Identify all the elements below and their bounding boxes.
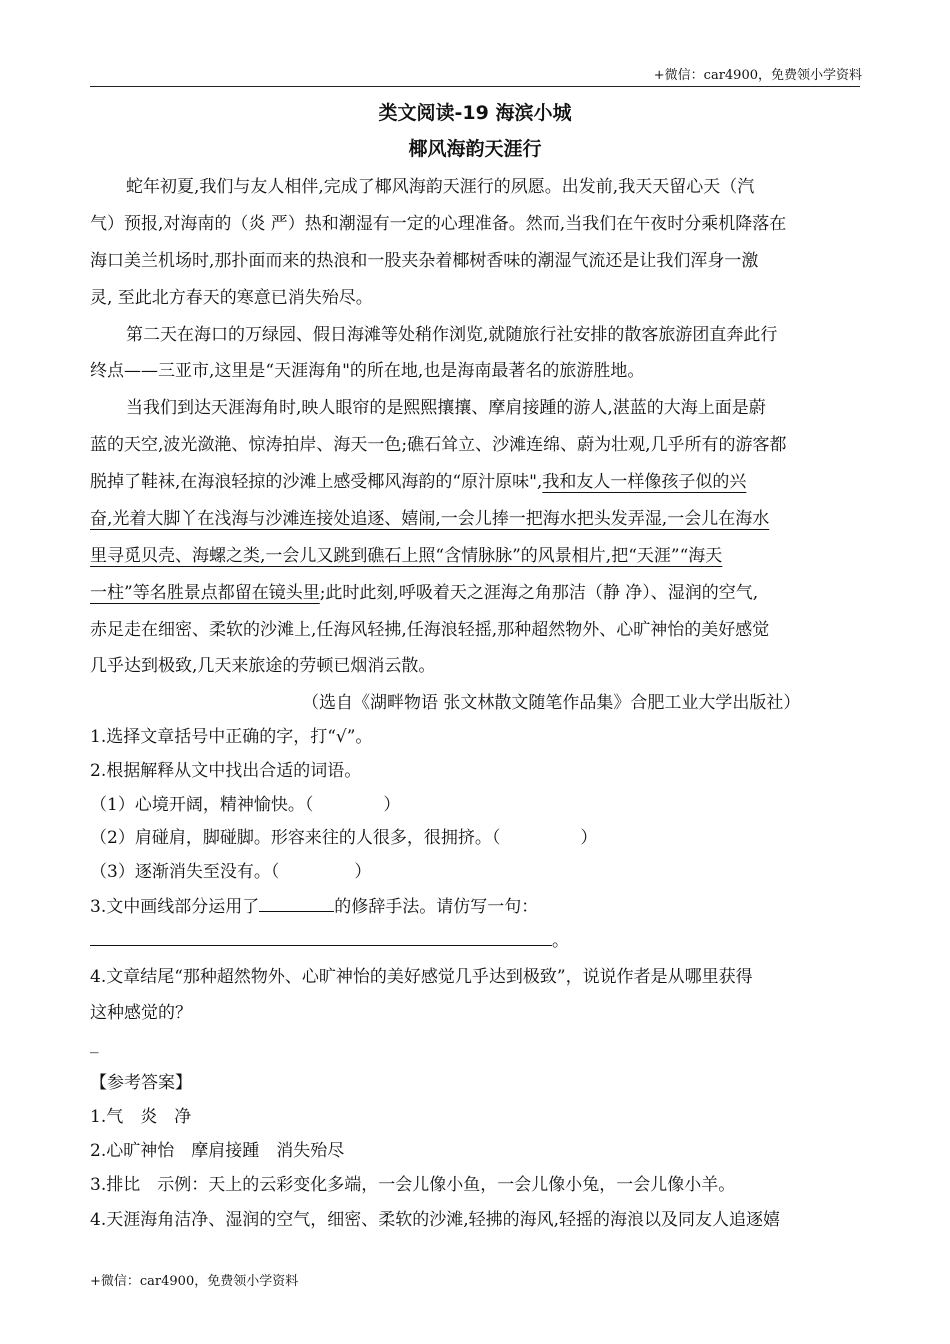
passage-line: 灵, 至此北方春天的寒意已消失殆尽。 (90, 288, 373, 308)
answer-1: 1.气 炎 净 (90, 1107, 192, 1127)
underlined-text: 里寻觅贝壳、海螺之类,一会儿又跳到礁石上照“含情脉脉”的风景相片,把“天涯”“海天 (90, 546, 723, 566)
source-citation: （选自《湖畔物语 张文林散文随笔作品集》合肥工业大学出版社） (302, 693, 801, 713)
question-1: 1.选择文章括号中正确的字，打“√”。 (90, 727, 373, 747)
question-3 (90, 892, 538, 917)
question-4: 这种感觉的？ (90, 1003, 192, 1023)
answers-heading: 【参考答案】 (90, 1073, 192, 1093)
question-2: 2.根据解释从文中找出合适的词语。 (90, 761, 362, 781)
answer-2: 2.心旷神怡 摩肩接踵 消失殆尽 (90, 1141, 345, 1161)
question-4: 4.文章结尾“那种超然物外、心旷神怡的美好感觉几乎达到极致”，说说作者是从哪里获得 (90, 967, 753, 987)
passage-line: 第二天在海口的万绿园、假日海滩等处稍作浏览,就随旅行社安排的散客旅游团直奔此行 (126, 325, 778, 345)
header-note: +微信：car4900，免费领小学资料 (653, 68, 862, 83)
period: 。 (552, 931, 569, 951)
question-text: 的修辞手法。请仿写一句： (334, 897, 539, 917)
question-text: （1）心境开阔，精神愉快。（ (90, 795, 314, 815)
answer-blank-mark: _ (90, 1034, 99, 1054)
underlined-text: 一柱”等名胜景点都留在镜头里 (90, 583, 320, 603)
close-paren: ） (383, 795, 401, 815)
question-text: 3.文中画线部分运用了 (90, 897, 260, 917)
answer-4: 4.天涯海角洁净、湿润的空气，细密、柔软的沙滩,轻拂的海风,轻摇的海浪以及同友人追逐嬉 (90, 1210, 781, 1230)
passage-line (90, 578, 758, 603)
footer-note: +微信：car4900，免费领小学资料 (90, 1274, 299, 1289)
fill-blank[interactable] (90, 931, 552, 946)
passage-line: 气）预报,对海南的（炎 严）热和潮湿有一定的心理准备。然而,当我们在午夜时分乘机降落在 (90, 214, 787, 234)
passage-line (90, 467, 746, 492)
passage-title: 椰风海韵天涯行 (408, 138, 542, 160)
underlined-text: 我和友人一样像孩子似的兴 (542, 472, 747, 492)
passage-text: ;此时此刻,呼吸着天之涯海之角那洁（静 净）、湿润的空气, (319, 583, 759, 603)
passage-line: 几乎达到极致,几天来旅途的劳顿已烟消云散。 (90, 656, 436, 676)
header-divider (90, 86, 860, 87)
passage-line: 赤足走在细密、柔软的沙滩上,任海风轻拂,任海浪轻摇,那种超然物外、心旷神怡的美好感觉 (90, 620, 770, 640)
passage-text: 脱掉了鞋袜,在海浪轻掠的沙滩上感受椰风海韵的“原汁原味", (90, 472, 543, 492)
fill-blank[interactable] (259, 897, 334, 912)
close-paren: ） (580, 828, 598, 848)
question-2-item (90, 857, 371, 882)
question-2-item (90, 790, 400, 815)
question-text: （2）肩碰肩，脚碰脚。形容来往的人很多，很拥挤。（ (90, 828, 501, 848)
underlined-text: 奋,光着大脚丫在浅海与沙滩连接处追逐、嬉闹,一会儿捧一把海水把头发弄湿,一会儿在海水 (90, 509, 770, 529)
question-3-answer-line (90, 926, 569, 951)
passage-line: 当我们到达天涯海角时,映人眼帘的是熙熙攘攘、摩肩接踵的游人,湛蓝的大海上面是蔚 (126, 398, 766, 418)
passage-line: 蓝的天空,波光潋滟、惊涛拍岸、海天一色;礁石耸立、沙滩连绵、蔚为壮观,几乎所有的游客都 (90, 435, 787, 455)
page-title: 类文阅读-19 海滨小城 (378, 102, 572, 124)
answer-3: 3.排比 示例：天上的云彩变化多端，一会儿像小鱼，一会儿像小兔，一会儿像小羊。 (90, 1175, 736, 1195)
close-paren: ） (354, 862, 372, 882)
passage-line: 终点——三亚市,这里是“天涯海角"的所在地,也是海南最著名的旅游胜地。 (90, 361, 645, 381)
question-text: （3）逐渐消失至没有。（ (90, 862, 280, 882)
passage-line: 蛇年初夏,我们与友人相伴,完成了椰风海韵天涯行的夙愿。出发前,我天天留心天（汽 (126, 177, 755, 197)
passage-line: 海口美兰机场时,那扑面而来的热浪和一股夹杂着椰树香味的潮湿气流还是让我们浑身一激 (90, 251, 759, 271)
question-2-item (90, 823, 597, 848)
